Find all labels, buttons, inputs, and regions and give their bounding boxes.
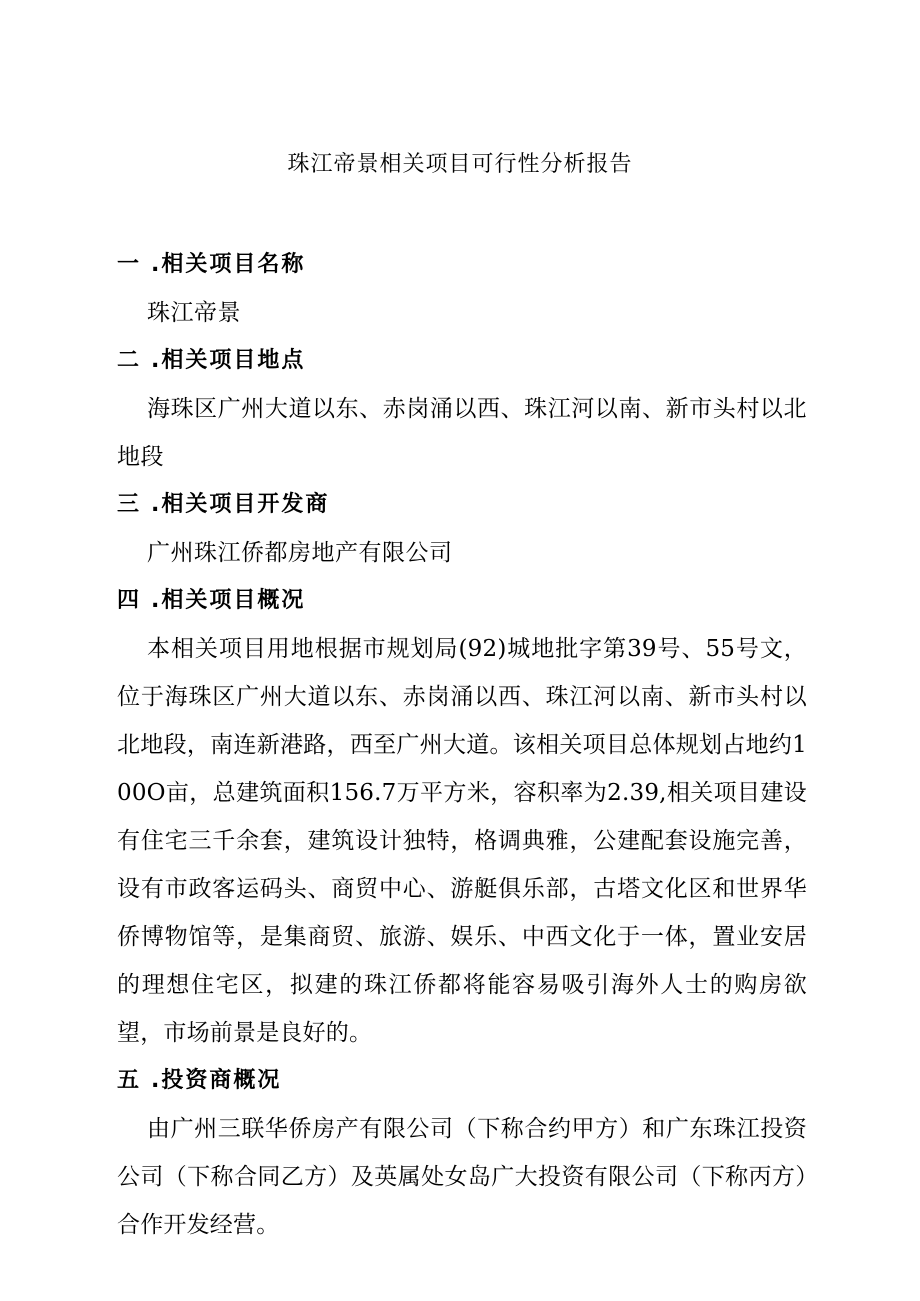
section-separator: . [151, 348, 162, 373]
section-heading [117, 1057, 807, 1105]
section-separator: . [151, 588, 162, 613]
section-heading-text: 相关项目地点 [161, 348, 306, 373]
section-heading [117, 577, 807, 625]
section-separator: . [151, 1068, 162, 1093]
section-heading [117, 481, 807, 529]
section-number: 四 [117, 588, 142, 613]
section-heading [117, 241, 807, 289]
section-heading-text: 相关项目概况 [161, 588, 306, 613]
section-number: 五 [117, 1068, 142, 1093]
section-heading-text: 相关项目开发商 [161, 492, 330, 517]
section-number: 三 [117, 492, 142, 517]
section-body: 珠江帝景 [147, 300, 241, 326]
section-number: 二 [117, 348, 142, 373]
section-project-overview [117, 577, 807, 1057]
section-body: 海珠区广州大道以东、赤岗涌以西、珠江河以南、新市头村以北地段 [117, 396, 807, 470]
section-separator: . [151, 252, 162, 277]
section-project-developer [117, 481, 807, 577]
section-number: 一 [117, 252, 142, 277]
document-body [117, 241, 807, 1249]
document-title: 珠江帝景相关项目可行性分析报告 [287, 152, 633, 177]
section-body: 由广州三联华侨房产有限公司（下称合约甲方）和广东珠江投资公司（下称合同乙方）及英属处女岛广大投资有限公司（下称丙方）合作开发经营。 [117, 1116, 807, 1238]
section-investor-overview [117, 1057, 807, 1249]
section-project-name [117, 241, 807, 337]
section-heading [117, 337, 807, 385]
section-body: 广州珠江侨都房地产有限公司 [147, 540, 453, 566]
section-heading-text: 相关项目名称 [161, 252, 306, 277]
section-body: 本相关项目用地根据市规划局(92)城地批字第39号、55号文，位于海珠区广州大道以东、赤岗涌以西、珠江河以南、新市头村以北地段，南连新港路，西至广州大道。该相关项目总体规划占地约100O亩，总建筑面积156.7万平方米，容积率为2.39,相关项目建设有住宅三千余套，建筑设计独特，格调典雅，公建配套设施完善，设有市政客运码头、商贸中心、游艇俱乐部，古塔文化区和世界华侨博物馆等，是集商贸、旅游、娱乐、中西文化于一体，置业安居的理想住宅区，拟建的珠江侨都将能容易吸引海外人士的购房欲望，市场前景是良好的。 [117, 636, 807, 1046]
section-heading-text: 投资商概况 [161, 1068, 282, 1093]
section-project-location [117, 337, 807, 481]
section-separator: . [151, 492, 162, 517]
